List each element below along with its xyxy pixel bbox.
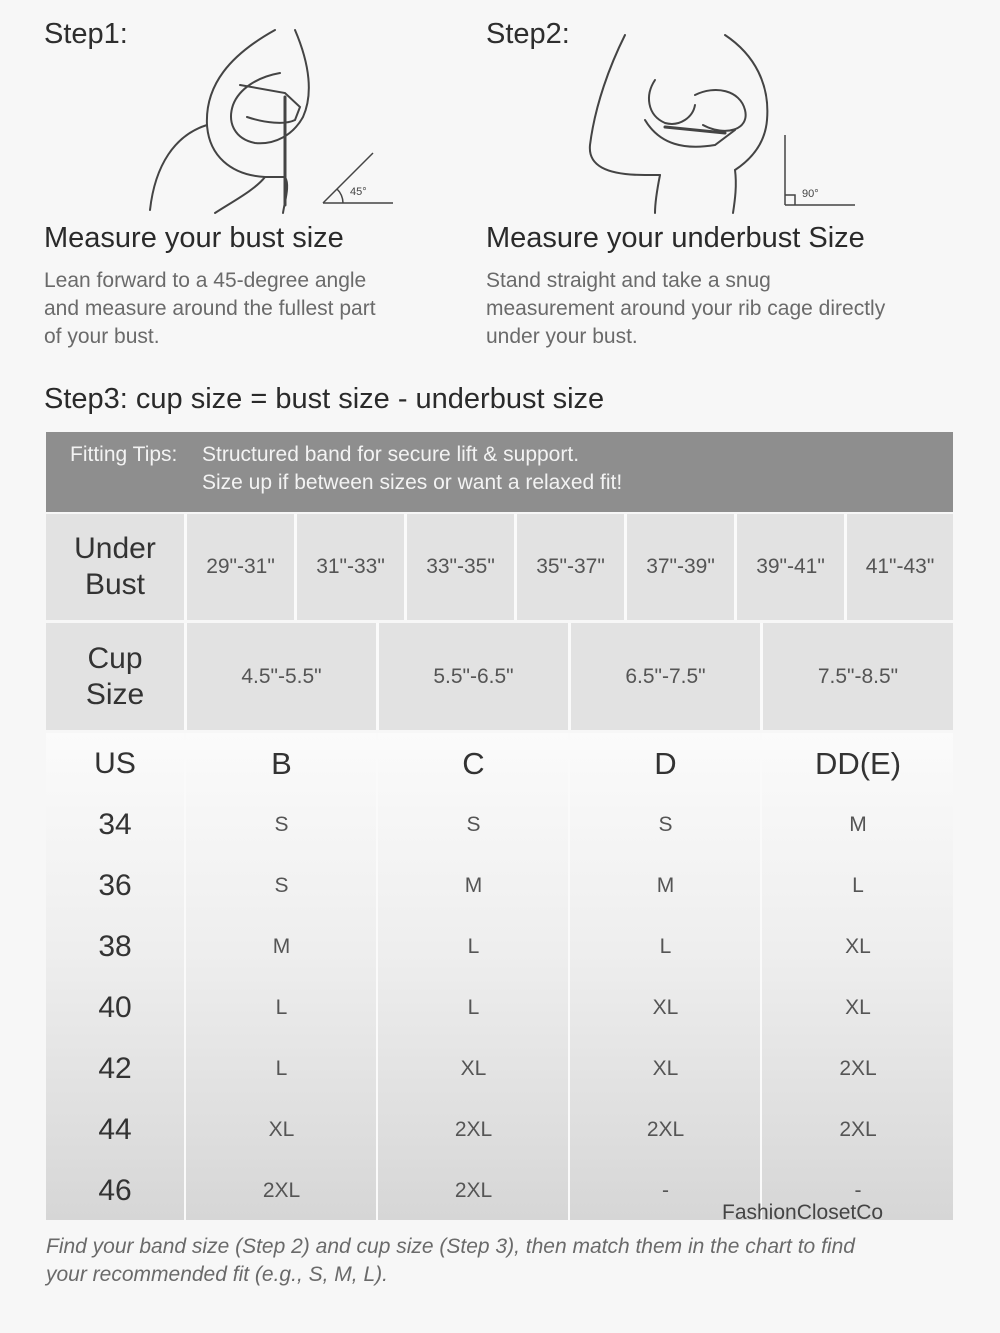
cup-letter: DD(E)	[814, 745, 902, 781]
angle-90-label: 90°	[802, 188, 819, 200]
size-cell: -	[854, 1178, 862, 1202]
us-band-size: 42	[98, 1051, 132, 1085]
underbust-range: 41"-43"	[865, 555, 935, 578]
us-band-size: 34	[98, 807, 132, 841]
size-cell: L	[852, 873, 864, 897]
underbust-range: 33"-35"	[426, 555, 495, 578]
bust-description: Lean forward to a 45-degree angle and measure around the fullest part of your bust.	[44, 269, 376, 348]
cup-size-row-label: Cup Size	[85, 641, 145, 711]
size-cell: M	[656, 873, 675, 897]
underbust-range: 31"-33"	[316, 555, 385, 578]
size-cell: 2XL	[262, 1178, 301, 1202]
fitting-tips-banner	[46, 432, 953, 512]
size-cell: XL	[845, 934, 871, 958]
table-row	[46, 1038, 953, 1099]
size-cell: 2XL	[454, 1117, 493, 1141]
underbust-range: 35"-37"	[536, 555, 605, 578]
size-cell: S	[274, 812, 289, 836]
size-cell: L	[275, 995, 288, 1019]
us-band-size: 36	[98, 868, 132, 902]
cup-range: 6.5"-7.5"	[625, 664, 706, 688]
table-row	[46, 977, 953, 1038]
us-band-size: 46	[98, 1173, 132, 1207]
underbust-description: Stand straight and take a snug measurement around your rib cage directly under your bust.	[486, 269, 886, 348]
cup-letter: D	[654, 745, 677, 781]
footnote: Find your band size (Step 2) and cup size (Step 3), then match them in the chart to find your recommended fit (e.g., S, M, L).	[46, 1235, 855, 1286]
size-cell: XL	[652, 995, 679, 1019]
cup-range: 4.5"-5.5"	[241, 664, 322, 688]
size-cell: 2XL	[454, 1178, 493, 1202]
us-band-size: 38	[98, 929, 132, 963]
us-cup-header-row	[46, 733, 953, 794]
us-band-size: 44	[98, 1112, 132, 1146]
cup-letter: B	[271, 745, 292, 781]
underbust-range: 29"-31"	[206, 555, 275, 578]
table-row	[46, 794, 953, 855]
size-cell: XL	[845, 995, 871, 1019]
underbust-range: 37"-39"	[646, 555, 715, 578]
size-cell: 2XL	[839, 1117, 877, 1141]
underbust-row-label: Under Bust	[74, 532, 156, 601]
step3-formula: Step3: cup size = bust size - underbust size	[44, 383, 605, 415]
underbust-measure-illustration	[585, 25, 875, 215]
size-cell: XL	[460, 1056, 487, 1080]
size-cell: S	[274, 873, 289, 897]
size-cell: 2XL	[839, 1056, 877, 1080]
size-cell: M	[464, 873, 483, 897]
step2-label: Step2:	[486, 18, 570, 50]
underbust-range: 39"-41"	[756, 555, 825, 578]
cup-range: 5.5"-6.5"	[433, 664, 514, 688]
table-row	[46, 1099, 953, 1160]
brand-watermark: FashionClosetCo	[722, 1201, 884, 1224]
us-label: US	[94, 746, 136, 780]
size-cell: S	[658, 812, 673, 836]
size-cell: L	[659, 934, 672, 958]
size-cell: S	[466, 812, 481, 836]
angle-45-label: 45°	[350, 186, 367, 198]
bust-title: Measure your bust size	[44, 222, 344, 254]
size-chart	[46, 733, 953, 1220]
size-cell: 2XL	[646, 1117, 685, 1141]
fitting-tips-label: Fitting Tips:	[70, 443, 178, 466]
underbust-title: Measure your underbust Size	[486, 222, 865, 254]
us-band-size: 40	[98, 990, 132, 1024]
size-cell: M	[849, 812, 867, 836]
size-cell: -	[662, 1178, 669, 1202]
size-cell: XL	[268, 1117, 295, 1141]
size-cell: M	[272, 934, 291, 958]
size-cell: L	[275, 1056, 288, 1080]
cup-size-row	[46, 623, 953, 730]
size-cell: L	[467, 995, 480, 1019]
size-cell: XL	[652, 1056, 679, 1080]
fitting-tip-1: Structured band for secure lift & support.	[202, 443, 580, 466]
cup-range: 7.5"-8.5"	[817, 664, 899, 688]
size-cell: L	[467, 934, 480, 958]
cup-letter: C	[462, 745, 485, 781]
underbust-row	[46, 514, 953, 620]
table-row	[46, 855, 953, 916]
step1-label: Step1:	[44, 18, 128, 50]
table-row	[46, 916, 953, 977]
fitting-tip-2: Size up if between sizes or want a relaxed fit!	[202, 471, 623, 494]
